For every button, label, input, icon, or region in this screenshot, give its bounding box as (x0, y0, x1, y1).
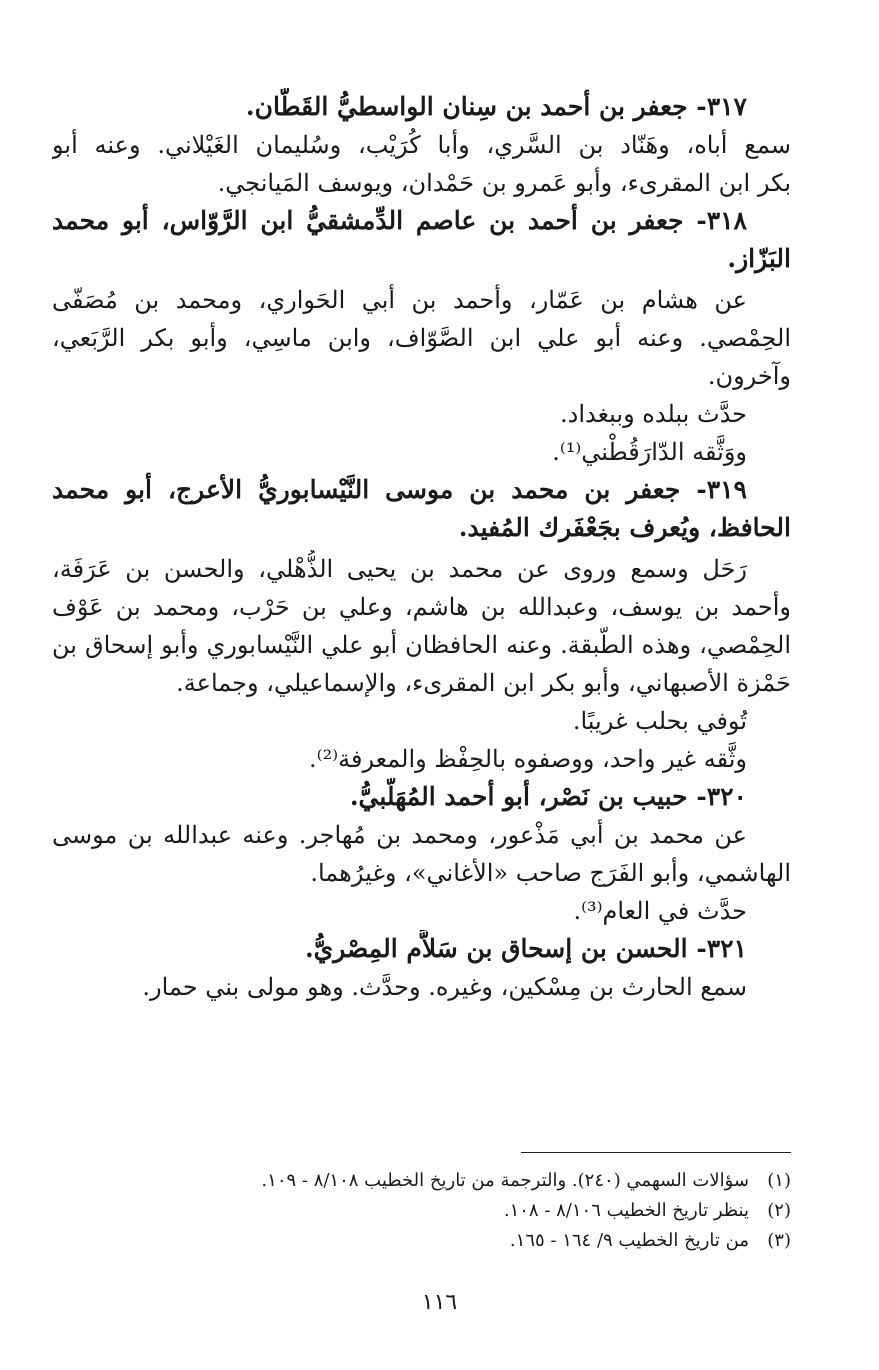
footnote-divider (521, 1152, 791, 1153)
entry-321-heading: ٣٢١- الحسن بن إسحاق بن سَلاَّم المِصْريُّ. (304, 934, 747, 963)
entry-319-heading-line-1: ٣١٩- جعفر بن محمد بن موسى النَّيْسابوريُّ الأعرج، أبو محمد (52, 475, 747, 504)
entry-317-line-1: سمع أباه، وهَنّاد بن السَّري، وأبا كُرَيْب، وسُليمان الغَيْلاني. وعنه أبو (52, 131, 791, 159)
footnote-1-text: سؤالات السهمي (٢٤٠). والترجمة من تاريخ الخطيب ٨/١٠٨ - ١٠٩. (261, 1170, 749, 1191)
footnote-3 (52, 1226, 791, 1256)
entry-318-line-5: ووَثَّقه الدّارَقُطْني⁽¹⁾. (552, 438, 747, 466)
entry-319-line-2: وأحمد بن يوسف، وعبدالله بن هاشم، وعلي بن حَرْب، ومحمد بن عَوْف (52, 593, 791, 621)
entry-318-line-1: عن هشام بن عَمّار، وأحمد بن أبي الحَواري، ومحمد بن مُصَفّى (52, 286, 747, 314)
entry-319-heading-line-2: الحافظ، ويُعرف بجَعْفَرك المُفيد. (458, 513, 791, 542)
entry-319-line-6: وثَّقه غير واحد، ووصفوه بالحِفْظ والمعرفة⁽²⁾. (309, 745, 747, 773)
entry-320-line-3: حدَّث في العام⁽³⁾. (573, 897, 747, 925)
entry-317-heading: ٣١٧- جعفر بن أحمد بن سِنان الواسطيُّ القَطّان. (245, 92, 747, 121)
footnote-2-text: ينظر تاريخ الخطيب ٨/١٠٦ - ١٠٨. (503, 1200, 749, 1221)
entry-319-line-5: تُوفي بحلب غريبًا. (572, 707, 747, 735)
entry-318-heading-line-1: ٣١٨- جعفر بن أحمد بن عاصم الدِّمشقيُّ ابن الرَّوّاس، أبو محمد (52, 206, 747, 235)
footnote-3-text: من تاريخ الخطيب ٩/ ١٦٤ - ١٦٥. (509, 1230, 749, 1251)
entry-320-heading: ٣٢٠- حبيب بن نَصْر، أبو أحمد المُهَلَّبيُّ. (349, 782, 747, 811)
entry-320-line-2: الهاشمي، وأبو الفَرَج صاحب «الأغاني»، وغيرُهما. (310, 859, 791, 887)
entry-319-line-1: رَحَل وسمع وروى عن محمد بن يحيى الذُّهْلي، والحسن بن عَرَفَة، (52, 555, 747, 583)
footnote-2 (52, 1196, 791, 1226)
footnote-1 (52, 1166, 791, 1196)
page-number: ١١٦ (421, 1290, 458, 1315)
footnotes (52, 1166, 791, 1256)
entry-319-line-3: الحِمْصي، وهذه الطَّبقة. وعنه الحافظان أبو علي النَّيْسابوري وأبو إسحاق بن (52, 631, 791, 659)
entry-321-line-1: سمع الحارث بن مِسْكين، وغيره. وحدَّث. وهو مولى بني حمار. (142, 973, 747, 1001)
entry-318-heading-line-2: البَزّاز. (727, 244, 791, 273)
entry-319-line-4: حَمْزة الأصبهاني، وأبو بكر ابن المقرىء، والإسماعيلي، وجماعة. (176, 669, 791, 697)
footnote-3-number: (٣) (767, 1230, 791, 1251)
footnote-1-number: (١) (767, 1170, 791, 1191)
entry-318-line-2: الحِمْصي. وعنه أبو علي ابن الصَّوّاف، وابن ماسِي، وأبو بكر الرَّبَعي، (52, 324, 791, 352)
entry-317-line-2: بكر ابن المقرىء، وأبو عَمرو بن حَمْدان، ويوسف المَيانجي. (217, 169, 791, 197)
entry-320-line-1: عن محمد بن أبي مَذْعور، ومحمد بن مُهاجر. وعنه عبدالله بن موسى (52, 821, 747, 849)
entry-318-line-3: وآخرون. (707, 362, 791, 390)
entry-318-line-4: حدَّث ببلده وببغداد. (560, 400, 747, 428)
footnote-2-number: (٢) (767, 1200, 791, 1221)
